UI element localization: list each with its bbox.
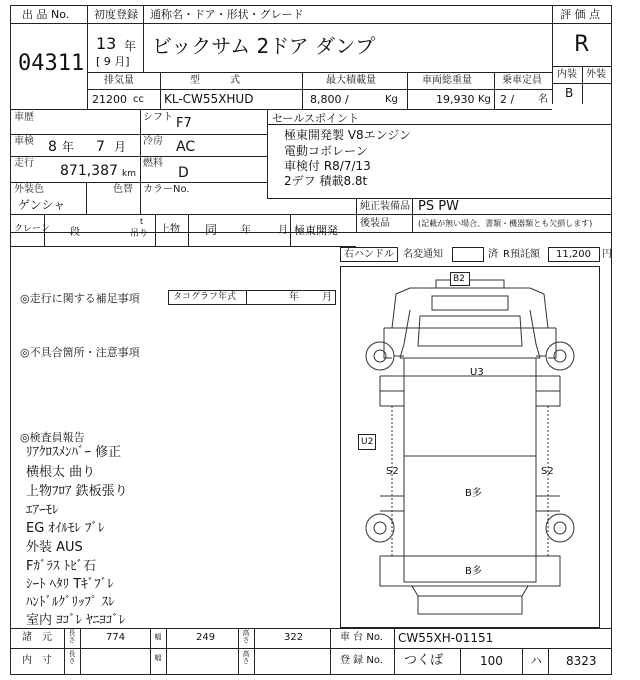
exterior-color-label: 外装色 xyxy=(14,184,44,195)
body-month-unit: 月 xyxy=(278,225,288,236)
plate-number: 8323 xyxy=(566,654,597,668)
displacement: 21200 xyxy=(92,93,127,106)
fuel-value: D xyxy=(178,165,189,181)
mark-u3: U3 xyxy=(470,367,484,378)
model-name-label: 通称名・ドア・形状・グレード xyxy=(150,8,304,21)
sales-point-2: 電動コボレーン xyxy=(284,144,368,158)
gross-weight-unit: Kg xyxy=(478,94,491,105)
chassis-number: CW55XH-01151 xyxy=(398,631,494,645)
inspector-report-label: ◎検査員報告 xyxy=(20,431,85,444)
driving-notes-label: ◎走行に関する補足事項 xyxy=(20,292,140,305)
vehicle-name: ビックサム 2ドア ダンプ xyxy=(152,34,376,58)
tachograph-month-unit: 月 xyxy=(322,292,332,303)
body-mount-label: 上物 xyxy=(160,224,180,235)
capacity: 2 / xyxy=(500,93,515,106)
aftermarket-note: (記載が無い場合、書類・機器類とも欠損します) xyxy=(418,219,593,228)
registration-year-unit: 年 xyxy=(124,39,137,53)
plate-kana: ハ xyxy=(530,654,543,668)
model-code-label: 型 式 xyxy=(190,75,240,86)
plate-label: 登 録 No. xyxy=(340,655,383,666)
shift-label: シフト xyxy=(143,112,173,123)
inspector-note-4: ｴｱｰﾓﾚ xyxy=(26,503,59,518)
mark-u2: U2 xyxy=(361,437,374,447)
inspection-month: 7 xyxy=(96,139,105,155)
recycle-amount: 11,200 xyxy=(556,249,591,260)
interior-grade-label: 内装 xyxy=(557,69,577,80)
tachograph-year-unit: 年 xyxy=(289,292,299,303)
crane-hoist: 吊り xyxy=(130,229,149,239)
inspector-note-5: EG ｵｲﾙﾓﾚ ﾌﾞﾚ xyxy=(26,521,105,536)
model-code: KL-CW55XHUD xyxy=(164,92,254,106)
shift-value: F7 xyxy=(176,116,192,131)
sales-point-3: 車検付 R8/7/13 xyxy=(284,159,371,173)
ac-label: 冷房 xyxy=(143,136,163,147)
inspection-year-unit: 年 xyxy=(62,140,75,154)
mark-b-rear: B多 xyxy=(465,566,482,577)
history-label: 車歴 xyxy=(14,112,34,123)
interior-dimensions-label: 内 寸 xyxy=(22,655,52,666)
exterior-color: ゲンシャ xyxy=(18,198,66,212)
inspection-label: 車検 xyxy=(14,136,34,147)
height-value: 322 xyxy=(284,632,304,643)
ac-value: AC xyxy=(176,139,196,155)
crane-label: クレーン xyxy=(14,224,50,234)
recycle-unit: 円 xyxy=(602,249,612,260)
gross-weight: 19,930 xyxy=(436,93,475,106)
length-value: 774 xyxy=(106,632,126,643)
overall-grade: R xyxy=(574,32,590,57)
crane-ton: t xyxy=(140,217,144,226)
inspector-note-2: 横根太 曲り xyxy=(26,465,96,480)
body-year-unit: 年 xyxy=(241,225,251,236)
capacity-unit: 名 xyxy=(538,94,548,105)
crane-stage-unit: 段 xyxy=(70,227,80,238)
max-load-label: 最大積載量 xyxy=(326,75,376,86)
right-hand-drive-label: 右ハンドル xyxy=(344,249,394,260)
name-change-notice-label: 名変通知 xyxy=(403,249,443,260)
mark-b-center: B多 xyxy=(465,488,482,499)
max-load: 8,800 / xyxy=(310,93,349,106)
interior-grade: B xyxy=(565,86,574,100)
width-label: 幅 xyxy=(154,633,162,641)
color-change-label: 色替 xyxy=(113,184,133,195)
registration-year: 13 xyxy=(96,34,117,53)
body-maker: 極東開発 xyxy=(294,224,338,237)
displacement-label: 排気量 xyxy=(104,75,134,86)
gross-weight-label: 車両総重量 xyxy=(422,75,472,86)
inspector-note-9: ﾊﾝﾄﾞﾙｸﾞﾘｯﾌﾟ ｽﾚ xyxy=(26,595,115,610)
lot-no-label: 出 品 No. xyxy=(22,8,70,21)
inspector-note-8: ｼｰﾄ ﾍﾀﾘ Tｷﾞﾌﾞﾚ xyxy=(26,577,114,592)
width-label-2: 幅 xyxy=(154,654,162,662)
plate-region: つくば xyxy=(404,653,444,668)
recycle-status: 済 xyxy=(488,249,498,260)
displacement-unit: cc xyxy=(133,94,144,105)
recycle-deposit-label: R預託額 xyxy=(503,249,540,260)
genuine-equipment-label: 純正装備品 xyxy=(360,201,410,212)
genuine-equipment-value: PS PW xyxy=(418,199,459,214)
tachograph-label: タコグラフ年式 xyxy=(173,292,237,302)
aftermarket-label: 後装品 xyxy=(360,218,390,229)
length-label: 長さ xyxy=(68,629,76,644)
capacity-label: 乗車定員 xyxy=(502,75,542,86)
plate-class: 100 xyxy=(480,654,503,668)
mark-s2-right: S2 xyxy=(541,466,554,477)
mileage-label: 走行 xyxy=(14,158,34,169)
mileage-unit: km xyxy=(122,169,136,179)
inspector-note-7: Fｶﾞﾗｽ ﾄﾋﾞ石 xyxy=(26,559,97,574)
dimensions-label: 諸 元 xyxy=(22,632,52,643)
width-value: 249 xyxy=(196,632,216,643)
inspector-note-3: 上物ﾌﾛｱ 鉄板張り xyxy=(26,484,128,499)
registration-month: [ 9 月] xyxy=(96,55,130,68)
fuel-label: 燃料 xyxy=(143,158,163,169)
color-number-label: カラーNo. xyxy=(143,184,190,195)
max-load-unit: Kg xyxy=(385,94,398,105)
height-label-2: 高さ xyxy=(242,650,250,665)
body-mount-value: 同 xyxy=(205,223,218,237)
sales-point-1: 極東開発製 V8エンジン xyxy=(284,128,412,142)
chassis-label: 車 台 No. xyxy=(340,632,383,643)
exterior-grade-label: 外装 xyxy=(586,69,606,80)
grade-label: 評 価 点 xyxy=(560,8,600,21)
mark-s2-left: S2 xyxy=(386,466,399,477)
lot-number: 04311 xyxy=(18,51,85,76)
sales-point-4: 2デフ 積載8.8t xyxy=(284,174,368,188)
inspection-year: 8 xyxy=(48,139,57,155)
height-label: 高さ xyxy=(242,629,250,644)
inspector-note-6: 外装 AUS xyxy=(26,540,83,555)
defects-label: ◎不具合箇所・注意事項 xyxy=(20,346,140,359)
first-registration-label: 初度登録 xyxy=(94,8,138,21)
mileage-value: 871,387 xyxy=(60,163,118,179)
inspection-month-unit: 月 xyxy=(114,140,127,154)
mark-b2: B2 xyxy=(453,274,465,284)
sales-points-label: セールスポイント xyxy=(272,112,360,125)
inspector-note-1: ﾘｱｸﾛｽﾒﾝﾊﾞｰ 修正 xyxy=(26,445,122,460)
inspector-note-10: 室内 ﾖｺﾞﾚ ﾔﾆﾖｺﾞﾚ xyxy=(26,613,126,628)
length-label-2: 長さ xyxy=(68,650,76,665)
